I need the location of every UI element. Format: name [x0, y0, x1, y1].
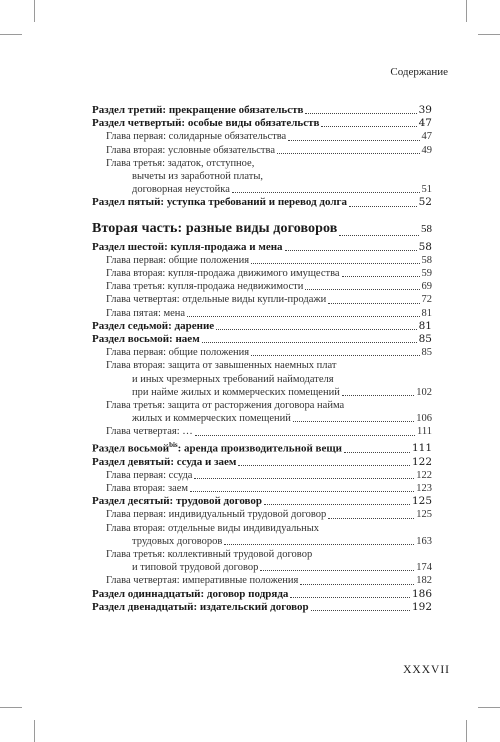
toc-entry-title [132, 561, 258, 574]
crop-mark [478, 707, 500, 708]
dot-leader [251, 355, 419, 356]
toc-entry-cont [92, 386, 432, 399]
toc-entry-ch [92, 293, 432, 306]
dot-leader [311, 610, 410, 611]
toc-entry-text: Глава четвертая: императивные положения [106, 575, 299, 587]
dot-leader [349, 206, 417, 207]
toc-entry-title [106, 548, 312, 561]
toc-entry-title [106, 425, 193, 438]
toc-page-number: 58 [421, 254, 432, 266]
toc-entry-title [92, 219, 337, 239]
toc-entry-ch [92, 254, 432, 267]
dot-leader [342, 395, 414, 396]
toc-page-number: 58 [421, 222, 432, 235]
crop-mark [466, 0, 467, 22]
toc-page-number: 81 [418, 319, 432, 332]
toc-entry-text: жилых и коммерческих помещений [132, 413, 291, 425]
toc-entry-ch [92, 548, 432, 561]
toc-page-number: 72 [421, 294, 432, 306]
toc-entry-text: Глава третья: купля-продажа недвижимости [106, 281, 304, 293]
toc-entry-text-after: : аренда производительной вещи [177, 442, 343, 455]
toc-entry-text: Глава первая: ссуда [106, 469, 193, 481]
toc-page-number: 125 [416, 509, 432, 521]
toc-page-number: 186 [411, 587, 432, 600]
toc-entry-ch [92, 346, 432, 359]
toc-entry-part [92, 219, 432, 239]
crop-mark [466, 720, 467, 742]
toc-entry-ch [92, 508, 432, 521]
toc-entry-text: Глава вторая: защита от завышенных наемных плат [106, 360, 337, 372]
toc-page-number: 49 [421, 144, 432, 156]
toc-page-number: 81 [421, 307, 432, 319]
toc-entry-title [106, 267, 340, 280]
toc-entry-text: Раздел восьмой: наем [92, 333, 200, 346]
toc-entry-sec [92, 588, 432, 601]
toc-entry-title [92, 588, 288, 601]
toc-entry-title [106, 359, 337, 372]
dot-leader [190, 491, 414, 492]
toc-entry-title [92, 456, 236, 469]
toc-entry-cont [92, 170, 432, 183]
toc-entry-title [132, 412, 291, 425]
toc-entry-ch [92, 399, 432, 412]
toc-entry-cont [92, 535, 432, 548]
dot-leader [342, 276, 420, 277]
toc-page-number: 85 [421, 347, 432, 359]
toc-entry-title [106, 469, 192, 482]
toc-entry-text: Вторая часть: разные виды договоров [92, 220, 338, 236]
toc-entry-text: и иных чрезмерных требований наймодателя [132, 373, 334, 385]
toc-entry-text: трудовых договоров [132, 535, 223, 547]
toc-entry-text: Глава вторая: заем [106, 482, 189, 494]
toc-page-number: 69 [421, 281, 432, 293]
toc-entry-title [106, 144, 275, 157]
toc-entry-cont [92, 561, 432, 574]
toc-entry-text: Глава первая: общие положения [106, 254, 250, 266]
toc-entry-sec [92, 320, 432, 333]
toc-entry-ch [92, 574, 432, 587]
dot-leader [238, 465, 410, 466]
dot-leader [232, 192, 420, 193]
toc-entry-text: Глава первая: общие положения [106, 347, 250, 359]
toc-entry-title [106, 574, 298, 587]
dot-leader [285, 250, 417, 251]
dot-leader [344, 452, 410, 453]
toc-entry-cont [92, 373, 432, 386]
toc-entry-title [106, 482, 188, 495]
toc-entry-ch [92, 280, 432, 293]
toc-entry-title [106, 399, 344, 412]
toc-page-number: 47 [421, 131, 432, 143]
crop-mark [0, 707, 22, 708]
toc-page-number: 52 [418, 196, 432, 209]
toc-page-number: 85 [418, 333, 432, 346]
toc-page-number: 123 [416, 482, 432, 494]
dot-leader [194, 478, 414, 479]
toc-entry-cont [92, 412, 432, 425]
toc-page-number: 51 [421, 184, 432, 196]
toc-entry-title [92, 495, 262, 508]
toc-entry-text: Раздел седьмой: дарение [92, 319, 215, 332]
dot-leader [321, 126, 416, 127]
toc-entry-text: Раздел девятый: ссуда и заем [92, 455, 237, 468]
dot-leader [277, 153, 420, 154]
toc-page-number: 182 [416, 575, 432, 587]
toc-entry-ch [92, 469, 432, 482]
toc-entry-text: Глава вторая: условные обязательства [106, 144, 275, 156]
toc-entry-text: Раздел четвертый: особые виды обязательств [92, 117, 320, 130]
toc-entry-title [106, 157, 254, 170]
toc-entry-sec [92, 241, 432, 254]
toc-entry-ch [92, 359, 432, 372]
toc-entry-title [106, 254, 249, 267]
toc-entry-title [132, 535, 222, 548]
dot-leader [202, 342, 417, 343]
toc-entry-title [106, 293, 326, 306]
crop-mark [0, 34, 22, 35]
toc-entry-text: и типовой трудовой договор [132, 562, 259, 574]
toc-entry-title [92, 439, 342, 456]
toc-page-number: 174 [416, 562, 432, 574]
dot-leader [328, 303, 419, 304]
toc-page-number: 59 [421, 268, 432, 280]
toc-entry-title [106, 280, 303, 293]
toc-entry-sec [92, 495, 432, 508]
toc-entry-title [106, 307, 185, 320]
dot-leader [251, 263, 419, 264]
toc-page-number: 39 [418, 104, 432, 116]
toc-entry-ch [92, 144, 432, 157]
toc-entry-text: при найме жилых и коммерческих помещений [132, 386, 340, 398]
toc-entry-text: Глава первая: солидарные обязательства [106, 131, 287, 143]
dot-leader [305, 113, 416, 114]
crop-mark [478, 34, 500, 35]
toc-entry-text: Глава вторая: купля-продажа движимого имущества [106, 268, 340, 280]
toc-entry-sec [92, 117, 432, 130]
dot-leader [260, 570, 414, 571]
toc-entry-text: Глава третья: задаток, отступное, [106, 157, 255, 169]
toc-entry-title [92, 117, 319, 130]
toc-entry-title [132, 183, 230, 196]
toc-entry-sec [92, 456, 432, 469]
dot-leader [328, 518, 414, 519]
toc-entry-text: Раздел одиннадцатый: договор подряда [92, 587, 289, 600]
toc-entry-text: договорная неустойка [132, 184, 230, 196]
toc-entry-sec [92, 439, 432, 456]
dot-leader [195, 435, 415, 436]
toc-entry-ch [92, 482, 432, 495]
toc-entry-text: Раздел пятый: уступка требований и перевод долга [92, 196, 347, 209]
dot-leader [224, 544, 414, 545]
toc-entry-title [92, 333, 200, 346]
crop-mark [34, 0, 35, 22]
toc-entry-text: Глава третья: коллективный трудовой договор [106, 548, 313, 560]
toc-page-number: 122 [416, 469, 432, 481]
page-number: XXXVII [403, 664, 450, 676]
toc-page-number: 111 [417, 426, 432, 438]
dot-leader [216, 329, 416, 330]
toc-page-number: 125 [411, 495, 432, 508]
toc-entry-title [132, 386, 340, 399]
toc-page-number: 102 [416, 386, 432, 398]
crop-mark [34, 720, 35, 742]
toc-entry-superscript: bis [169, 440, 178, 449]
toc-entry-title [92, 601, 309, 614]
toc-entry-title [92, 241, 283, 254]
dot-leader [288, 140, 419, 141]
toc-entry-text: вычеты из заработной платы, [132, 171, 264, 183]
toc-entry-sec [92, 196, 432, 209]
toc-entry-title [132, 170, 263, 183]
toc-entry-title [106, 522, 319, 535]
toc-entry-text: Глава четвертая: … [106, 426, 193, 438]
toc-page-number: 163 [416, 535, 432, 547]
table-of-contents [92, 104, 432, 614]
toc-entry-sec [92, 333, 432, 346]
toc-entry-ch [92, 267, 432, 280]
dot-leader [187, 316, 419, 317]
toc-entry-title [106, 346, 249, 359]
toc-page-number: 47 [418, 117, 432, 130]
toc-entry-text: Раздел шестой: купля-продажа и мена [92, 240, 283, 253]
toc-entry-text: Раздел двенадцатый: издательский договор [92, 600, 309, 613]
toc-entry-title [92, 104, 303, 117]
toc-page-number: 122 [411, 455, 432, 468]
toc-entry-text: Раздел десятый: трудовой договор [92, 495, 263, 508]
toc-entry-title [92, 320, 214, 333]
toc-entry-ch [92, 522, 432, 535]
toc-entry-title [92, 196, 347, 209]
dot-leader [290, 597, 410, 598]
toc-entry-ch [92, 425, 432, 438]
toc-page-number: 58 [418, 240, 432, 253]
toc-entry-ch [92, 130, 432, 143]
toc-entry-sec [92, 601, 432, 614]
dot-leader [339, 235, 419, 236]
dot-leader [264, 504, 410, 505]
toc-page-number: 192 [411, 600, 432, 613]
toc-entry-text: Глава третья: защита от расторжения договора найма [106, 400, 345, 412]
toc-entry-title [106, 508, 326, 521]
toc-entry-text: Глава пятая: мена [106, 307, 186, 319]
dot-leader [300, 584, 414, 585]
toc-entry-title [132, 373, 334, 386]
running-head: Содержание [390, 66, 448, 78]
dot-leader [305, 289, 419, 290]
dot-leader [293, 421, 414, 422]
toc-entry-text: Глава вторая: отдельные виды индивидуальных [106, 522, 320, 534]
toc-entry-ch [92, 307, 432, 320]
toc-entry-ch [92, 157, 432, 170]
toc-entry-text: Глава четвертая: отдельные виды купли-продажи [106, 294, 327, 306]
toc-entry-cont [92, 183, 432, 196]
toc-entry-title [106, 130, 286, 143]
toc-entry-text: Раздел третий: прекращение обязательств [92, 104, 304, 116]
toc-entry-text: Раздел восьмой [92, 442, 170, 455]
toc-page-number: 111 [411, 442, 432, 455]
toc-entry-text: Глава первая: индивидуальный трудовой договор [106, 509, 327, 521]
toc-entry-sec [92, 104, 432, 117]
toc-page-number: 106 [416, 413, 432, 425]
